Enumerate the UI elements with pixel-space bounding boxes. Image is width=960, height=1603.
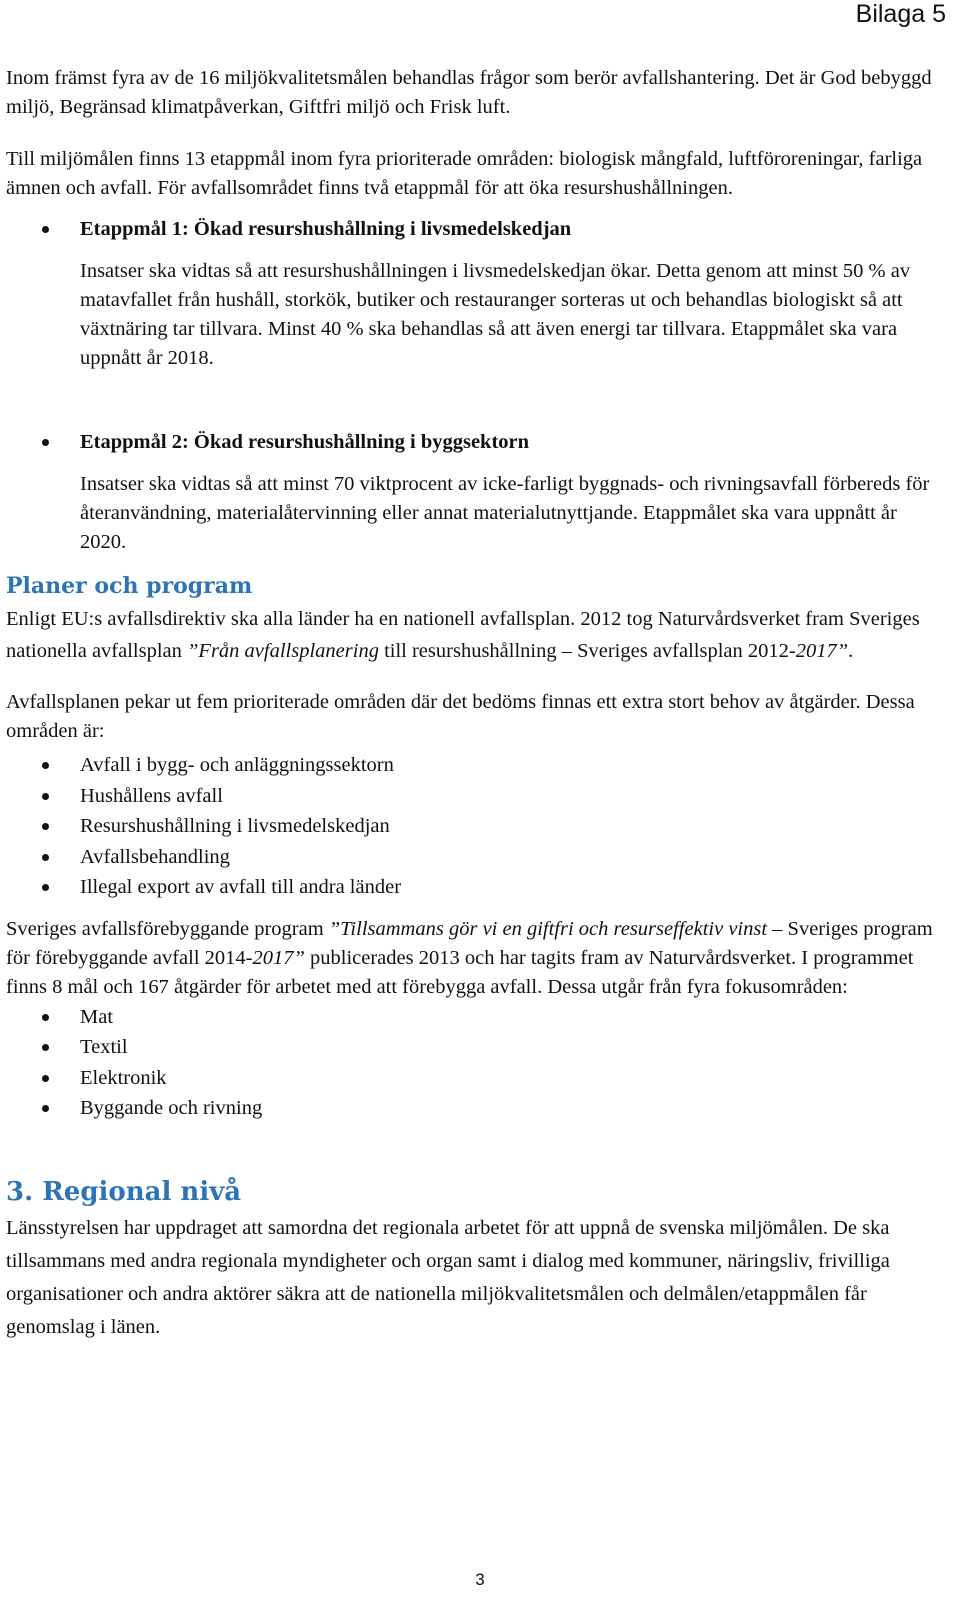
regional-paragraph: Länsstyrelsen har uppdraget att samordna det regionala arbetet för att uppnå de svenska miljömålen. De ska tillsammans med andra regionala myndigheter och organ samt i dialog med kommuner, näringsliv, frivilliga organisationer och andra aktörer säkra att de nationella miljökvalitetsmålen och delmålen/etappmålen får genomslag i länen.: [6, 1216, 890, 1338]
regional-heading: 3. Regional nivå: [6, 1176, 242, 1207]
goal-1-body: Insatser ska vidtas så att resurshushållningen i livsmedelskedjan ökar. Detta genom att minst 50 % av matavfallet från hushåll, storkök, butiker och restauranger sorteras ut och behandlas biologiskt så att växtnäring tar tillvara. Minst 40 % ska behandlas så att även energi tar tillvara. Etappmålet ska vara uppnått år 2018.: [80, 260, 911, 369]
bullet-icon: [42, 226, 49, 233]
goal-1-title: Etappmål 1: Ökad resurshushållning i livsmedelskedjan: [80, 218, 572, 240]
intro-paragraph-1: Inom främst fyra av de 16 miljökvalitetsmålen behandlas frågor som berör avfallshantering. Det är God bebyggd miljö, Begränsad klimatpåverkan, Giftfri miljö och Frisk luft.: [6, 67, 932, 118]
appendix-label: Bilaga 5: [855, 0, 946, 28]
list-item: Avfall i bygg- och anläggningssektorn: [6, 750, 946, 781]
plans-heading: Planer och program: [6, 573, 253, 599]
goal-1: [6, 215, 946, 373]
list-item: Byggande och rivning: [6, 1093, 946, 1124]
bullet-icon: [42, 439, 49, 446]
priority-areas-list: [6, 750, 946, 903]
plans-paragraph-3: Sveriges avfallsförebyggande program ”Tillsammans gör vi en giftfri och resurseffektiv vinst – Sveriges program för förebyggande avfall 2014-2017” publicerades 2013 och har tagits fram av Naturvårdsverket. I programmet finns 8 mål och 167 åtgärder för arbetet med att förebygga avfall. Dessa utgår från fyra fokusområden:: [6, 917, 933, 998]
list-item: Illegal export av avfall till andra länder: [6, 872, 946, 903]
list-item: Resurshushållning i livsmedelskedjan: [6, 811, 946, 842]
goal-2-body: Insatser ska vidtas så att minst 70 viktprocent av icke-farligt byggnads- och rivningsavfall förbereds för återanvändning, materialåtervinning eller annat materialutnyttjande. Etappmålet ska vara uppnått år 2020.: [80, 473, 930, 553]
list-item: Mat: [6, 1002, 946, 1033]
list-item: Elektronik: [6, 1063, 946, 1094]
plans-paragraph-1: Enligt EU:s avfallsdirektiv ska alla länder ha en nationell avfallsplan. 2012 tog Naturvårdsverket fram Sveriges nationella avfallsplan ”Från avfallsplanering till resurshushållning – Sveriges avfallsplan 2012-2017”.: [6, 608, 920, 662]
list-item: Textil: [6, 1032, 946, 1063]
goal-2-title: Etappmål 2: Ökad resurshushållning i byggsektorn: [80, 431, 530, 453]
document-body: [6, 64, 946, 1344]
page-number: 3: [475, 1570, 485, 1589]
plans-paragraph-2: Avfallsplanen pekar ut fem prioriterade områden där det bedöms finnas ett extra stort behov av åtgärder. Dessa områden är:: [6, 691, 915, 742]
list-item: Avfallsbehandling: [6, 842, 946, 873]
list-item: Hushållens avfall: [6, 781, 946, 812]
goal-2: [6, 428, 946, 557]
focus-areas-list: [6, 1002, 946, 1124]
intro-paragraph-2: Till miljömålen finns 13 etappmål inom fyra prioriterade områden: biologisk mångfald, luftföroreningar, farliga ämnen och avfall. För avfallsområdet finns två etappmål för att öka resurshushållningen.: [6, 148, 923, 199]
